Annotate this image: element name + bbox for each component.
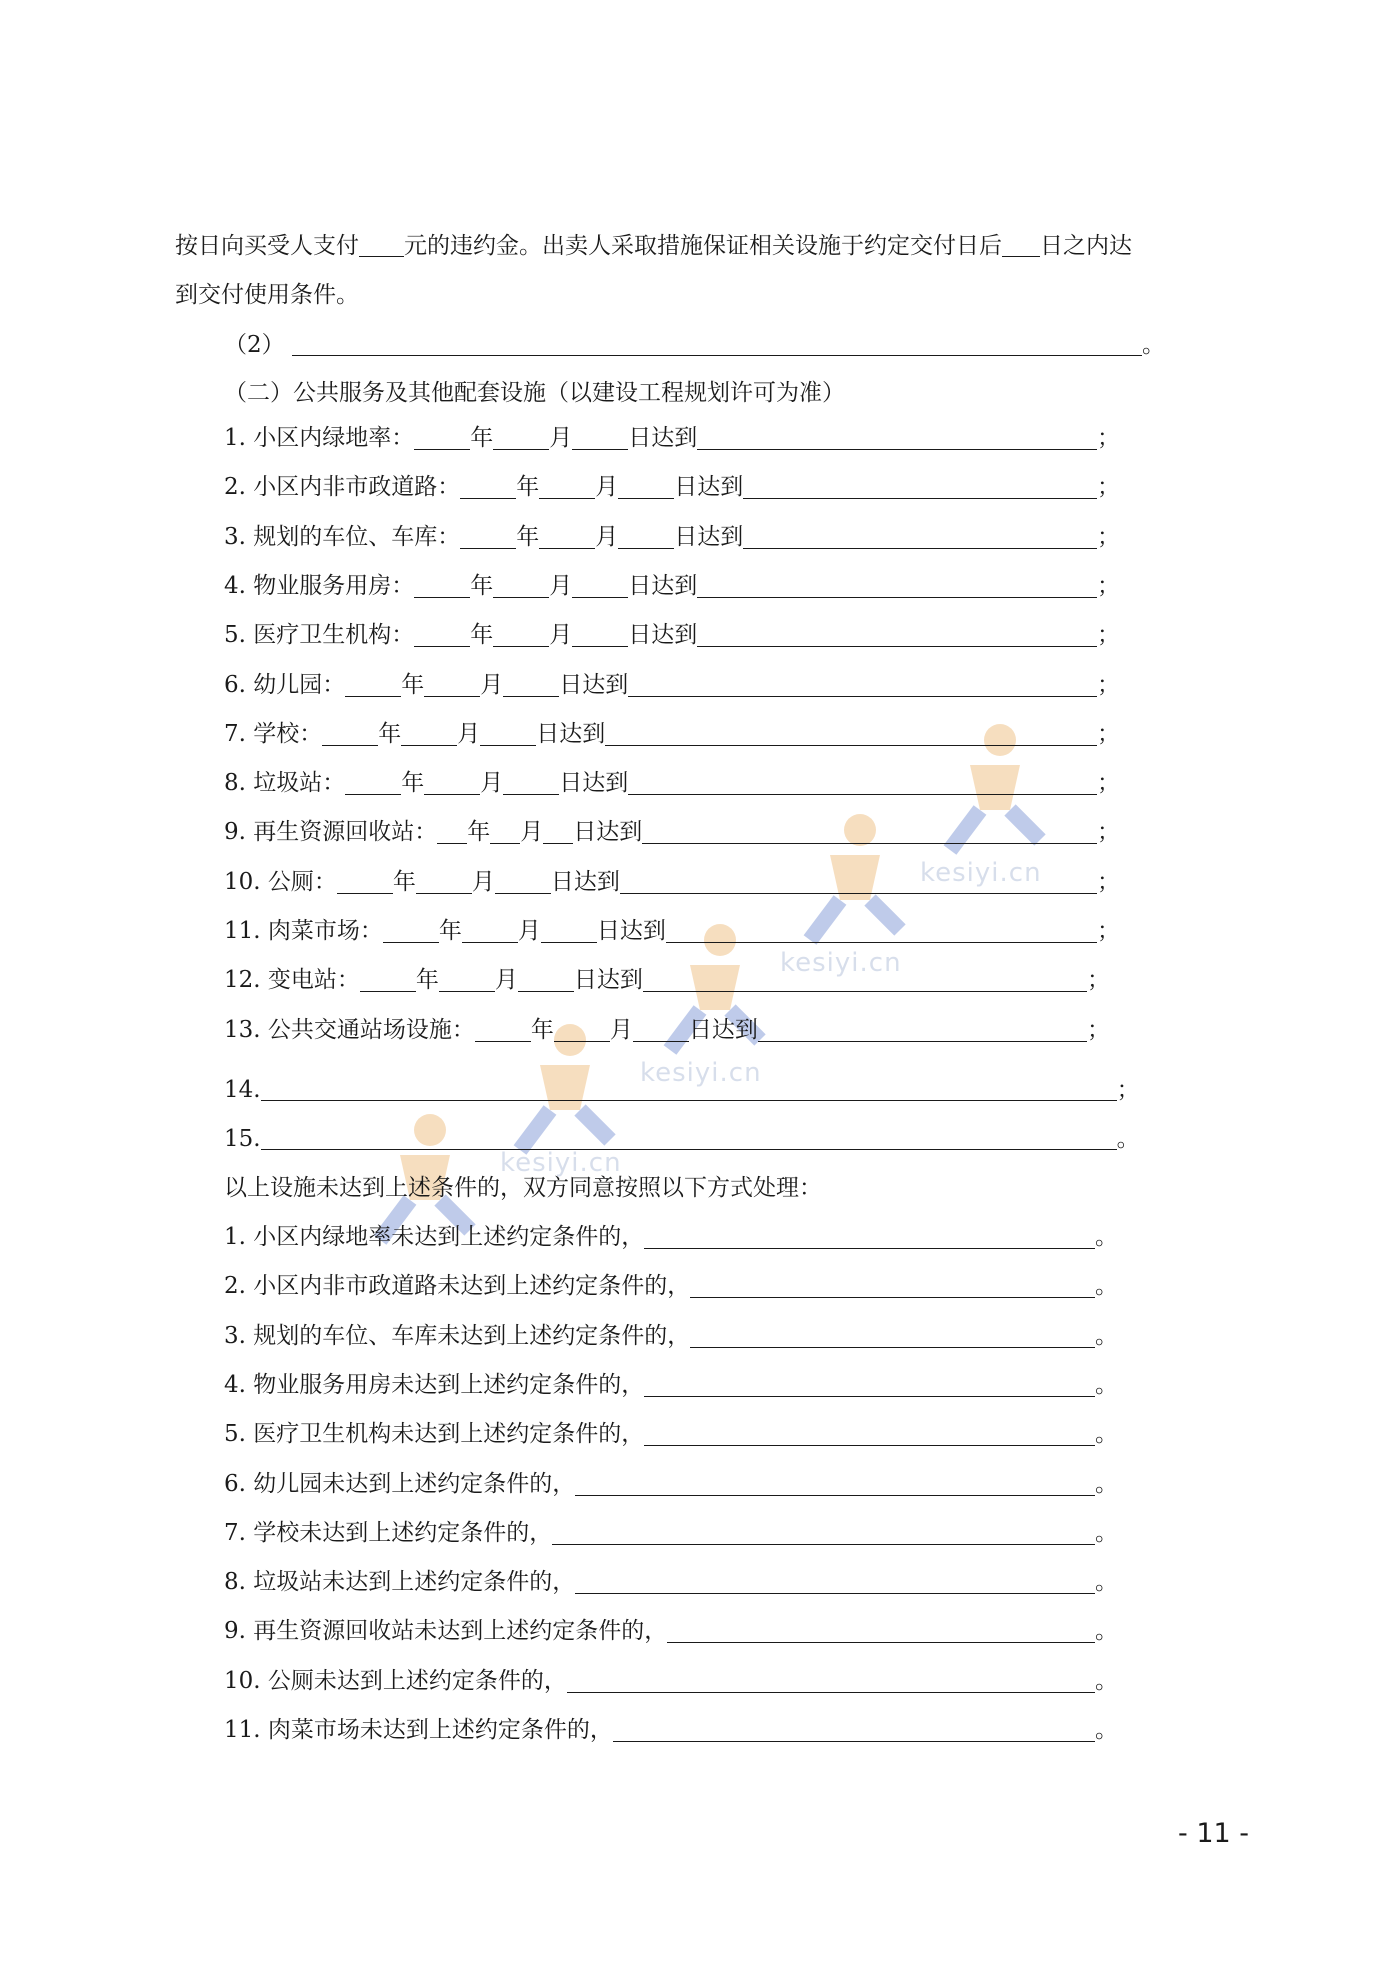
remedy-blank[interactable]: [690, 1275, 1095, 1298]
year-blank[interactable]: [383, 920, 439, 943]
year-blank[interactable]: [475, 1019, 531, 1042]
remedy-row: [224, 1616, 1118, 1646]
facility-label: 13. 公共交通站场设施：: [224, 1016, 475, 1043]
facility-label: 2. 小区内非市政道路：: [224, 474, 461, 501]
month-word: 月: [595, 474, 619, 501]
day-reach-word: 日达到: [628, 622, 698, 649]
month-blank[interactable]: [416, 871, 472, 894]
day-reach-word: 日达到: [628, 425, 698, 451]
facility-label: 3. 规划的车位、车库：: [224, 523, 461, 550]
remedy-intro: 以上设施未达到上述条件的，双方同意按照以下方式处理：: [224, 1175, 822, 1201]
month-word: 月: [520, 819, 544, 846]
month-blank[interactable]: [424, 674, 480, 697]
facility-row: [224, 916, 1120, 946]
facility-label: 5. 医疗卫生机构：: [224, 622, 415, 649]
year-word: 年: [401, 671, 425, 698]
day-reach-word: 日达到: [559, 770, 629, 797]
remedy-label: 1. 小区内绿地率未达到上述约定条件的，: [224, 1224, 645, 1250]
paragraph-line-1: 按日向买受人支付 元的违约金。出卖人采取措施保证相关设施于约定交付日后 日之内达: [175, 233, 1132, 259]
row-end-punct: 。: [1095, 1717, 1118, 1743]
month-blank[interactable]: [554, 1019, 610, 1042]
row-end-punct: 。: [1095, 1273, 1118, 1300]
row-end-punct: 。: [1095, 1322, 1118, 1349]
year-word: 年: [470, 572, 494, 599]
facility-label: 7. 学校：: [224, 720, 323, 747]
facility-row: [224, 867, 1120, 897]
row-end-punct: ；: [1097, 523, 1120, 550]
condition-blank[interactable]: [666, 920, 1097, 943]
row-end-punct: ；: [1097, 474, 1120, 501]
day-blank[interactable]: [543, 821, 573, 844]
remedy-row: [224, 1715, 1118, 1745]
condition-blank[interactable]: [758, 1019, 1087, 1042]
month-blank[interactable]: [424, 772, 480, 795]
remedy-blank[interactable]: [575, 1473, 1095, 1496]
year-blank[interactable]: [460, 526, 516, 549]
day-blank[interactable]: [633, 1019, 689, 1042]
year-blank[interactable]: [345, 772, 401, 795]
row-end-punct: 。: [1095, 1519, 1118, 1546]
blank-field[interactable]: [1002, 234, 1040, 257]
facility-row: [224, 670, 1120, 700]
row-end-punct: 。: [1095, 1371, 1118, 1398]
remedy-blank[interactable]: [552, 1522, 1095, 1545]
day-blank[interactable]: [518, 969, 574, 992]
paragraph-line-2: 到交付使用条件。: [175, 282, 359, 308]
remedy-label: 8. 垃圾站未达到上述约定条件的，: [224, 1569, 576, 1596]
row-end-punct: ；: [1097, 572, 1120, 599]
row-end-punct: 。: [1095, 1470, 1118, 1497]
day-reach-word: 日达到: [550, 868, 620, 895]
month-word: 月: [480, 671, 504, 698]
row-end-punct: 。: [1095, 1569, 1118, 1596]
month-blank[interactable]: [401, 723, 457, 746]
remedy-label: 10. 公厕未达到上述约定条件的，: [224, 1667, 567, 1694]
day-reach-word: 日达到: [559, 671, 629, 698]
facility-row: [224, 472, 1120, 502]
year-blank[interactable]: [414, 624, 470, 647]
year-blank[interactable]: [414, 575, 470, 598]
year-word: 年: [401, 770, 425, 797]
remedy-blank[interactable]: [644, 1374, 1095, 1397]
month-word: 月: [471, 868, 495, 895]
year-word: 年: [470, 425, 494, 451]
facility-row: [224, 571, 1120, 601]
condition-blank[interactable]: [697, 575, 1097, 598]
remedy-row: [224, 1666, 1118, 1696]
day-blank[interactable]: [503, 674, 559, 697]
remedy-label: 3. 规划的车位、车库未达到上述约定条件的，: [224, 1322, 691, 1349]
year-word: 年: [467, 819, 491, 846]
facility-row: [224, 817, 1120, 847]
facility-row: [224, 522, 1120, 552]
month-blank[interactable]: [539, 476, 595, 499]
page-number: - 11 -: [1178, 1818, 1250, 1849]
year-blank[interactable]: [337, 871, 393, 894]
condition-blank[interactable]: [620, 871, 1097, 894]
year-word: 年: [378, 720, 402, 747]
blank-field[interactable]: [261, 1127, 1117, 1150]
remedy-blank[interactable]: [644, 1226, 1095, 1249]
facility-label: 10. 公厕：: [224, 868, 337, 895]
row-end-punct: ；: [1097, 770, 1120, 797]
facility-label: 1. 小区内绿地率：: [224, 425, 415, 451]
day-reach-word: 日达到: [536, 720, 606, 747]
row-end-punct: ；: [1097, 425, 1120, 451]
day-blank[interactable]: [572, 575, 628, 598]
month-word: 月: [609, 1016, 633, 1043]
remedy-blank[interactable]: [690, 1325, 1095, 1348]
blank-field[interactable]: [359, 234, 404, 257]
remedy-row: [224, 1567, 1118, 1597]
condition-blank[interactable]: [628, 674, 1097, 697]
year-word: 年: [516, 474, 540, 501]
month-word: 月: [480, 770, 504, 797]
remedy-label: 2. 小区内非市政道路未达到上述约定条件的，: [224, 1273, 691, 1300]
month-word: 月: [549, 425, 573, 451]
condition-blank[interactable]: [697, 427, 1097, 450]
month-blank[interactable]: [493, 624, 549, 647]
year-word: 年: [392, 868, 416, 895]
day-blank[interactable]: [618, 476, 674, 499]
year-blank[interactable]: [360, 969, 416, 992]
facility-row: [224, 1015, 1110, 1045]
remedy-blank[interactable]: [613, 1719, 1095, 1742]
facility-label: 4. 物业服务用房：: [224, 572, 415, 599]
remedy-label: 9. 再生资源回收站未达到上述约定条件的，: [224, 1618, 668, 1645]
month-blank[interactable]: [539, 526, 595, 549]
month-word: 月: [549, 622, 573, 649]
month-blank[interactable]: [462, 920, 518, 943]
remedy-blank[interactable]: [644, 1423, 1095, 1446]
facility-row: [224, 719, 1120, 749]
facility-label: 12. 变电站：: [224, 967, 360, 994]
watermark-text: kesiyi.cn: [920, 858, 1042, 888]
remedy-label: 7. 学校未达到上述约定条件的，: [224, 1519, 553, 1546]
month-word: 月: [457, 720, 481, 747]
month-blank[interactable]: [439, 969, 495, 992]
remedy-blank[interactable]: [667, 1620, 1095, 1643]
condition-blank[interactable]: [697, 624, 1097, 647]
remedy-blank[interactable]: [575, 1571, 1095, 1594]
facility-row: [224, 768, 1120, 798]
day-reach-word: 日达到: [573, 967, 643, 994]
remedy-label: 11. 肉菜市场未达到上述约定条件的，: [224, 1717, 613, 1743]
condition-blank[interactable]: [605, 723, 1097, 746]
remedy-row: [224, 1419, 1118, 1449]
facility-row: [224, 965, 1110, 995]
section-heading: （二）公共服务及其他配套设施（以建设工程规划许可为准）: [224, 380, 845, 406]
day-blank[interactable]: [495, 871, 551, 894]
row-end-punct: ；: [1097, 622, 1120, 649]
blank-field[interactable]: [292, 333, 1142, 356]
year-word: 年: [470, 622, 494, 649]
month-blank[interactable]: [490, 821, 520, 844]
row-end-punct: 。: [1095, 1667, 1118, 1694]
month-word: 月: [595, 523, 619, 550]
watermark-text: kesiyi.cn: [780, 948, 902, 978]
facility-row: [224, 423, 1120, 453]
row-end-punct: 。: [1095, 1618, 1118, 1645]
remedy-label: 5. 医疗卫生机构未达到上述约定条件的，: [224, 1421, 645, 1448]
month-blank[interactable]: [493, 427, 549, 450]
day-reach-word: 日达到: [674, 523, 744, 550]
row-end-punct: 。: [1095, 1224, 1118, 1250]
item-2-line: （2） 。: [224, 332, 1165, 358]
year-blank[interactable]: [322, 723, 378, 746]
day-reach-word: 日达到: [596, 918, 666, 944]
year-word: 年: [516, 523, 540, 550]
condition-blank[interactable]: [628, 772, 1097, 795]
row-end-punct: ；: [1097, 868, 1120, 895]
row-end-punct: ；: [1097, 720, 1120, 747]
day-reach-word: 日达到: [688, 1016, 758, 1043]
facility-label: 9. 再生资源回收站：: [224, 819, 438, 846]
facility-row-14: 14. ；: [224, 1077, 1140, 1103]
remedy-row: [224, 1469, 1118, 1499]
month-word: 月: [494, 967, 518, 994]
row-end-punct: ；: [1097, 918, 1120, 944]
remedy-label: 4. 物业服务用房未达到上述约定条件的，: [224, 1371, 645, 1398]
facility-row: [224, 620, 1120, 650]
year-word: 年: [530, 1016, 554, 1043]
year-blank[interactable]: [414, 427, 470, 450]
row-end-punct: ；: [1097, 671, 1120, 698]
blank-field[interactable]: [261, 1078, 1117, 1101]
day-reach-word: 日达到: [573, 819, 643, 846]
remedy-row: [224, 1518, 1118, 1548]
watermark-text: kesiyi.cn: [500, 1148, 622, 1178]
day-blank[interactable]: [541, 920, 597, 943]
day-blank[interactable]: [618, 526, 674, 549]
year-word: 年: [438, 918, 462, 944]
day-reach-word: 日达到: [674, 474, 744, 501]
day-blank[interactable]: [503, 772, 559, 795]
condition-blank[interactable]: [642, 821, 1097, 844]
remedy-row: [224, 1321, 1118, 1351]
watermark-text: kesiyi.cn: [640, 1058, 762, 1088]
condition-blank[interactable]: [643, 969, 1087, 992]
remedy-label: 6. 幼儿园未达到上述约定条件的，: [224, 1470, 576, 1497]
facility-row-15: 15. 。: [224, 1126, 1140, 1152]
row-end-punct: 。: [1095, 1421, 1118, 1448]
remedy-row: [224, 1271, 1118, 1301]
year-blank[interactable]: [460, 476, 516, 499]
remedy-row: [224, 1222, 1118, 1252]
facility-label: 6. 幼儿园：: [224, 671, 346, 698]
condition-blank[interactable]: [743, 476, 1097, 499]
day-reach-word: 日达到: [628, 572, 698, 599]
row-end-punct: ；: [1097, 819, 1120, 846]
year-word: 年: [415, 967, 439, 994]
day-blank[interactable]: [572, 624, 628, 647]
remedy-row: [224, 1370, 1118, 1400]
year-blank[interactable]: [437, 821, 467, 844]
facility-label: 11. 肉菜市场：: [224, 918, 383, 944]
day-blank[interactable]: [572, 427, 628, 450]
remedy-blank[interactable]: [567, 1670, 1095, 1693]
row-end-punct: ；: [1087, 1016, 1110, 1043]
month-word: 月: [549, 572, 573, 599]
month-word: 月: [517, 918, 541, 944]
year-blank[interactable]: [345, 674, 401, 697]
condition-blank[interactable]: [743, 526, 1097, 549]
day-blank[interactable]: [480, 723, 536, 746]
row-end-punct: ；: [1087, 967, 1110, 994]
facility-label: 8. 垃圾站：: [224, 770, 346, 797]
month-blank[interactable]: [493, 575, 549, 598]
